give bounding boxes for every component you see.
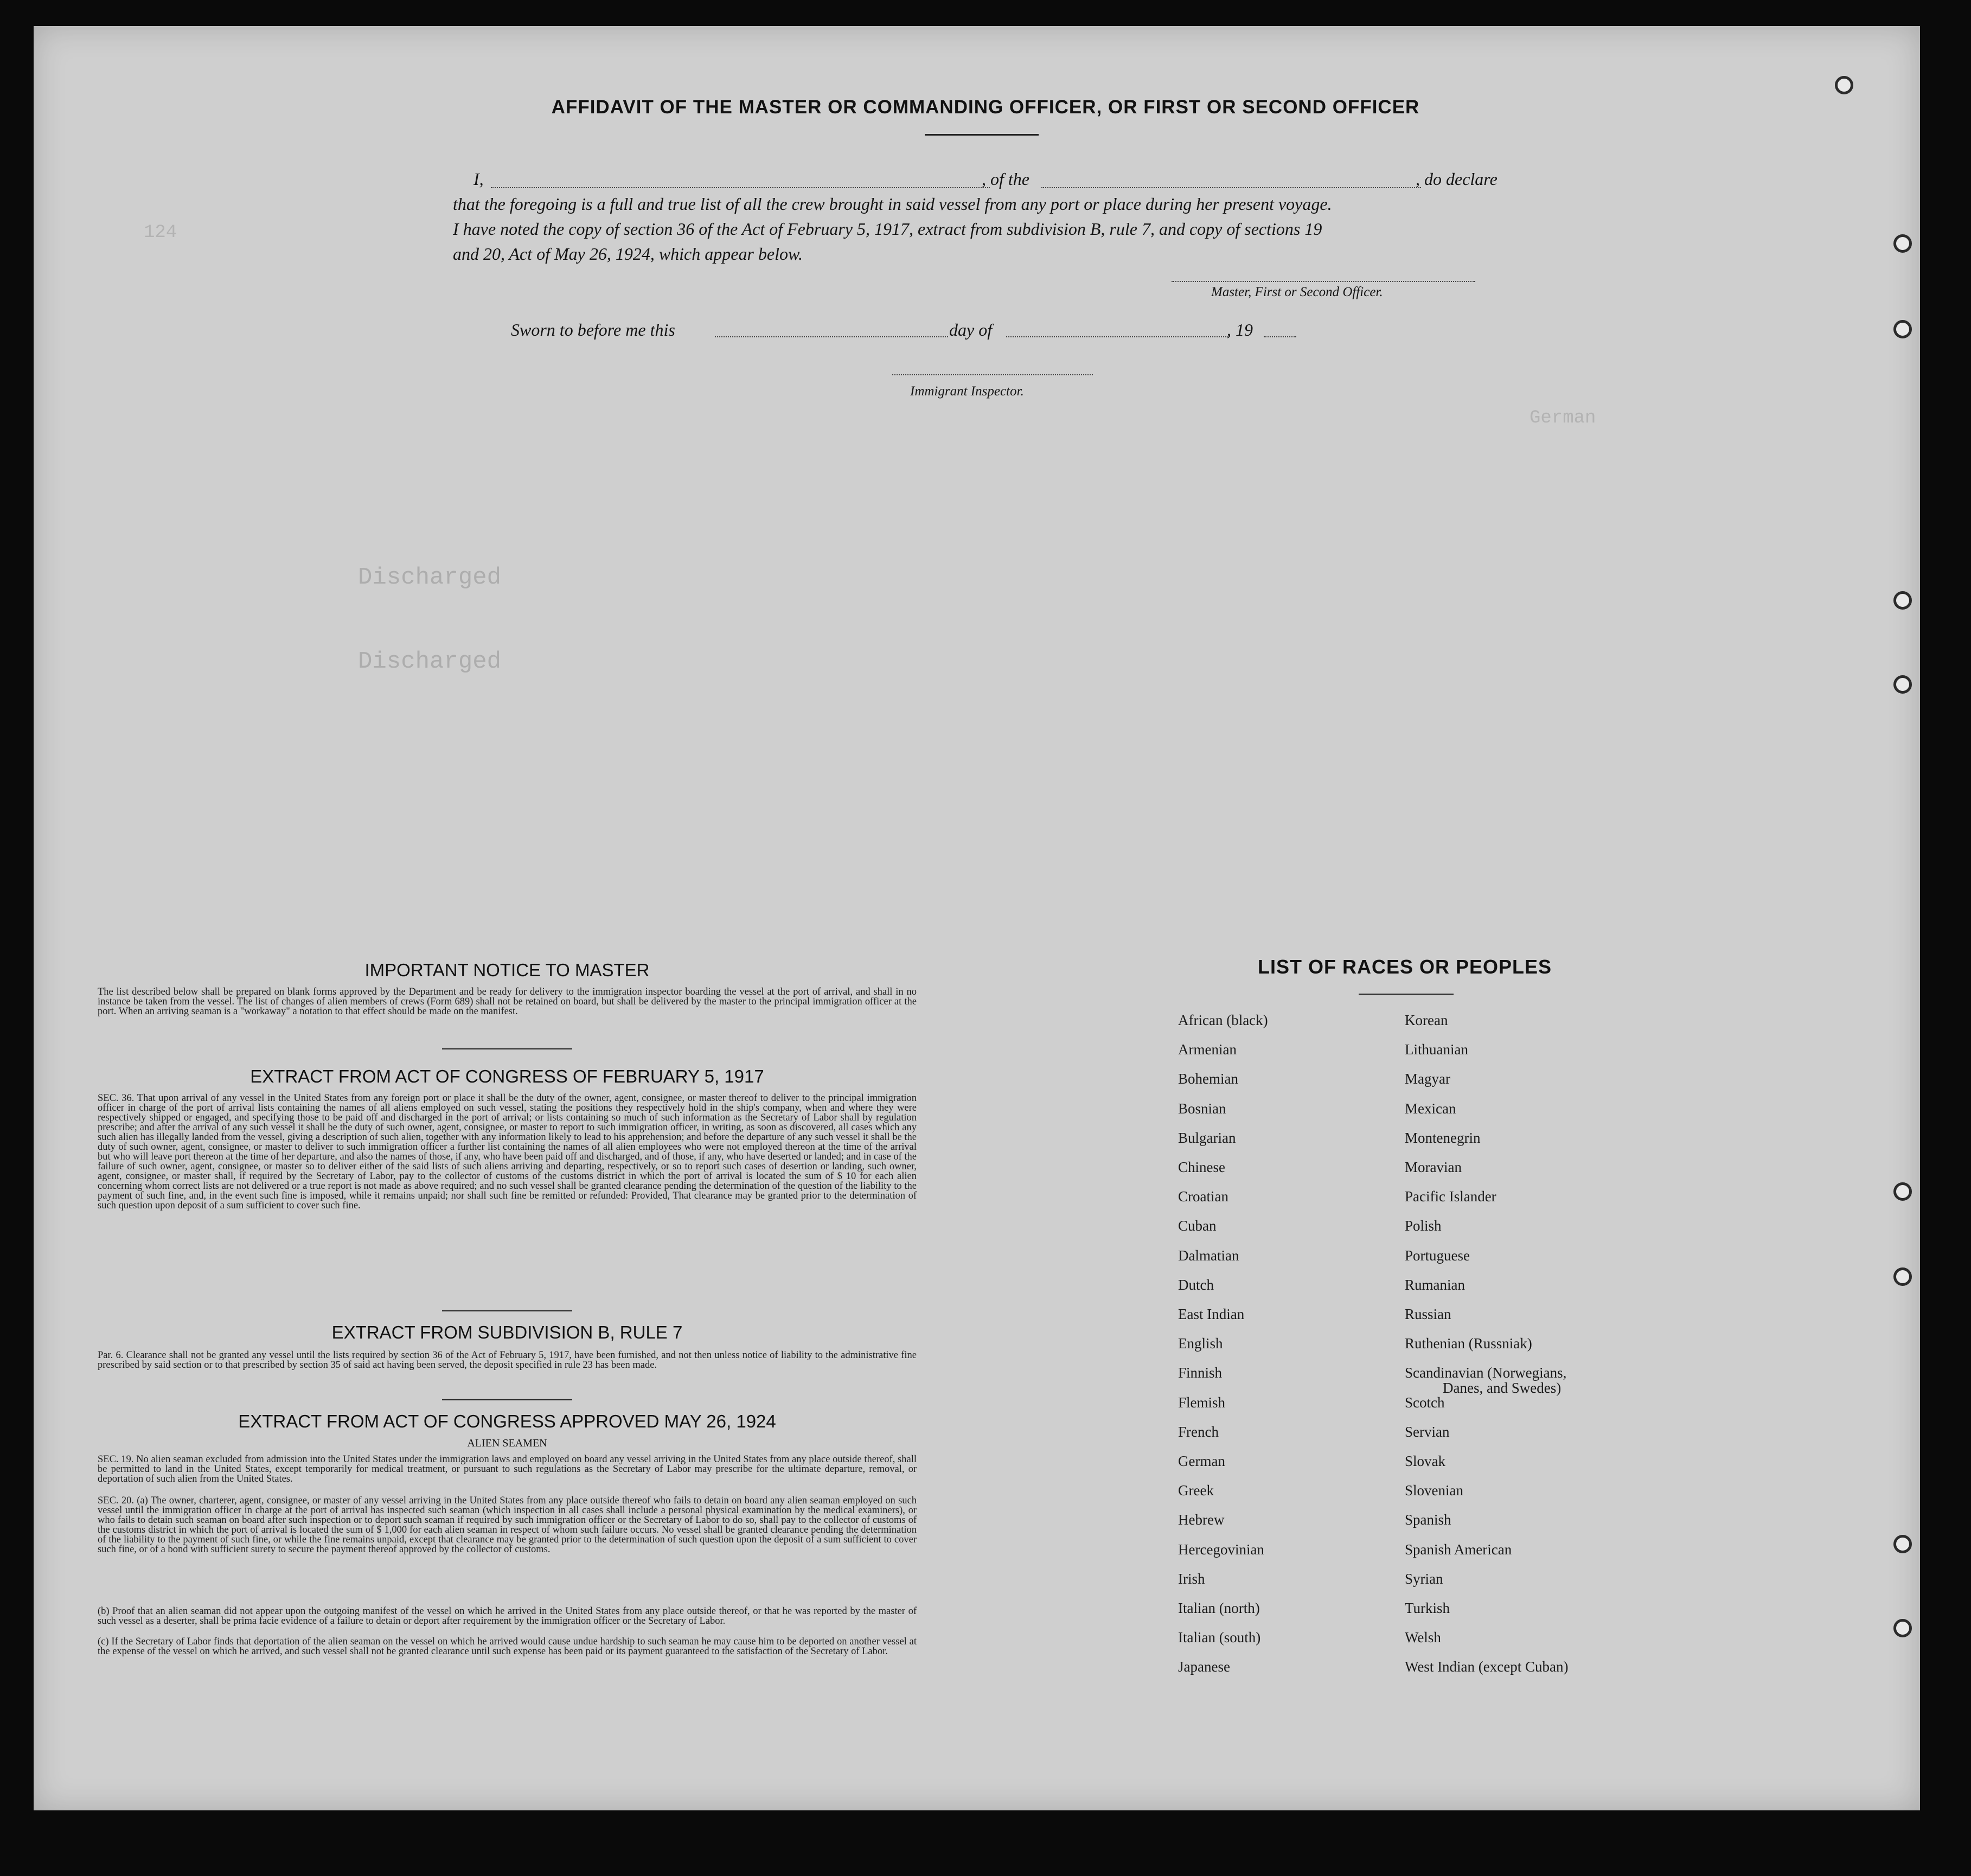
race-item: Magyar: [1405, 1071, 1450, 1087]
race-item: Greek: [1178, 1482, 1214, 1499]
sworn-year-field[interactable]: [1264, 336, 1296, 337]
race-item: Chinese: [1178, 1159, 1225, 1175]
bleed-through-text: German: [1530, 408, 1596, 428]
race-item: Bosnian: [1178, 1100, 1226, 1117]
race-item: Dutch: [1178, 1276, 1214, 1293]
binder-hole: [1893, 591, 1912, 610]
affidavit-of-the-label: , of the: [982, 169, 1029, 189]
race-item: Korean: [1405, 1012, 1448, 1028]
race-item: Irish: [1178, 1570, 1205, 1587]
sworn-month-field[interactable]: [1006, 336, 1228, 337]
race-item: Lithuanian: [1405, 1041, 1468, 1058]
race-item: Welsh: [1405, 1629, 1441, 1646]
act-1924-subtitle: ALIEN SEAMEN: [467, 1437, 547, 1449]
name-field[interactable]: [491, 187, 990, 188]
act-1924-sec20c: (c) If the Secretary of Labor finds that deportation of the alien seaman on the vessel on which he arrived would cause undue hardship to such seaman he may cause him to be deported on another vessel at the expense of the vessel on which he arrived, and such vessel shall not be granted clearance until such expense has been paid or its payment guaranteed to the satisfaction of the Secretary of Labor.: [98, 1636, 917, 1657]
act-1924-title: EXTRACT FROM ACT OF CONGRESS APPROVED MAY 26, 1924: [238, 1411, 776, 1431]
binder-hole: [1893, 1619, 1912, 1637]
race-item: Rumanian: [1405, 1276, 1465, 1293]
act-1924-sec19: SEC. 19. No alien seaman excluded from admission into the United States under the immigration laws and employed on board any vessel arriving in the United States from any place outside thereof, shall be permitted to land in the United States, except temporarily for medical treatment, or pursuant to such regulations as the Secretary of Labor may prescribe for the ultimate departure, removal, or deportation of such alien from the United States.: [98, 1454, 917, 1484]
race-item: Italian (north): [1178, 1600, 1260, 1616]
year-label: , 19: [1227, 320, 1253, 340]
race-item: Finnish: [1178, 1365, 1223, 1381]
sworn-label: Sworn to before me this: [511, 320, 675, 340]
binder-hole: [1835, 76, 1853, 94]
race-item: Moravian: [1405, 1159, 1462, 1175]
binder-hole: [1893, 320, 1912, 338]
notice-text: The list described below shall be prepared on blank forms approved by the Department and be ready for delivery to the immigration inspector boarding the vessel at the port of arrival, and shall in no instance be taken from the vessel. The list of changes of alien members of crews (Form 689) shall not be retained on board, but shall be delivered by the master to the principal immigration officer at the port. When an arriving seaman is a "workaway" a notation to that effect should be made on the manifest.: [98, 987, 917, 1017]
race-item: Japanese: [1178, 1659, 1230, 1675]
master-signature-caption: Master, First or Second Officer.: [1211, 285, 1383, 299]
day-of-label: day of: [949, 320, 993, 340]
act-1924-sec20a: SEC. 20. (a) The owner, charterer, agent, consignee, or master of any vessel arriving in the United States from any place outside thereof who fails to detain on board any alien seaman employed on such vessel until the immigration officer in charge at the port of arrival has inspected such seaman (which inspection in all cases shall include a personal physical examination by the medical examiners), or who fails to detain such seaman on board after such inspection or to deport such seaman if required by such immigration officer or the Secretary of Labor to do so, shall pay to the collector of customs of the customs district in which the port of arrival is located the sum of $ 1,000 for each alien seaman in respect of whom such failure occurs. No vessel shall be granted clearance pending the determination of the liability to the payment of such fine, or while the fine remains unpaid, except that clearance may be granted prior to the determination of such question upon the deposit of a sum sufficient to cover such fine, or of a bond with sufficient surety to secure the payment thereof approved by the collector of customs.: [98, 1495, 917, 1555]
race-item: Turkish: [1405, 1600, 1450, 1616]
race-item: Cuban: [1178, 1218, 1217, 1234]
binder-hole: [1893, 1267, 1912, 1286]
binder-hole: [1893, 1535, 1912, 1553]
race-item: Flemish: [1178, 1394, 1226, 1411]
race-item: Syrian: [1405, 1570, 1443, 1587]
race-item: Mexican: [1405, 1100, 1456, 1117]
races-title-underline: [1359, 994, 1454, 995]
race-item: Bohemian: [1178, 1071, 1238, 1087]
inspector-signature-field[interactable]: [892, 374, 1093, 375]
master-signature-field[interactable]: [1172, 281, 1475, 282]
race-item: East Indian: [1178, 1306, 1245, 1322]
race-item: Scandinavian (Norwegians,: [1405, 1365, 1567, 1381]
binder-hole: [1893, 234, 1912, 253]
affidavit-do-declare-label: , do declare: [1416, 169, 1498, 189]
race-item: Polish: [1405, 1218, 1442, 1234]
race-item: Portuguese: [1405, 1247, 1470, 1264]
race-item: Spanish: [1405, 1512, 1451, 1528]
sworn-day-field[interactable]: [715, 336, 948, 337]
rule7-title: EXTRACT FROM SUBDIVISION B, RULE 7: [331, 1322, 683, 1342]
race-item: French: [1178, 1423, 1219, 1440]
race-item: Bulgarian: [1178, 1129, 1236, 1146]
vessel-field[interactable]: [1041, 187, 1421, 188]
race-item: Scotch: [1405, 1394, 1445, 1411]
notice-title: IMPORTANT NOTICE TO MASTER: [364, 960, 650, 980]
race-item: Dalmatian: [1178, 1247, 1239, 1264]
race-item: Servian: [1405, 1423, 1450, 1440]
race-item: Danes, and Swedes): [1443, 1380, 1562, 1397]
affidavit-line: I have noted the copy of section 36 of the Act of February 5, 1917, extract from subdivision B, rule 7, and copy of sections 19: [453, 219, 1322, 239]
bleed-through-text: Discharged: [358, 648, 502, 675]
section-divider: [442, 1399, 572, 1400]
race-item: Russian: [1405, 1306, 1451, 1322]
rule7-text: Par. 6. Clearance shall not be granted any vessel until the lists required by section 36 of the Act of February 5, 1917, have been furnished, and not then unless notice of liability to the administrative fine prescribed by said section or to that prescribed by section 35 of said act having been served, the deposit specified in rule 23 has been made.: [98, 1350, 917, 1371]
race-item: Montenegrin: [1405, 1129, 1481, 1146]
section-divider: [442, 1310, 572, 1311]
races-title: LIST OF RACES OR PEOPLES: [1257, 956, 1552, 978]
inspector-caption: Immigrant Inspector.: [910, 384, 1024, 399]
affidavit-line: and 20, Act of May 26, 1924, which appear below.: [453, 244, 803, 264]
race-item: Pacific Islander: [1405, 1188, 1496, 1205]
act-1917-title: EXTRACT FROM ACT OF CONGRESS OF FEBRUARY 5, 1917: [250, 1066, 764, 1086]
affidavit-line: that the foregoing is a full and true list of all the crew brought in said vessel from any port or place during her present voyage.: [453, 194, 1332, 214]
act-1924-sec20b: (b) Proof that an alien seaman did not appear upon the outgoing manifest of the vessel on which he arrived in the United States from any place outside thereof, or that he was reported by the master of such vessel as a deserter, shall be prima facie evidence of a failure to detain or deport after requirement by the immigration officer or the Secretary of Labor.: [98, 1606, 917, 1627]
section-divider: [442, 1048, 572, 1049]
bleed-through-text: 124: [144, 222, 177, 243]
race-item: Hercegovinian: [1178, 1541, 1264, 1558]
title-underline: [925, 134, 1039, 136]
act-1917-text: SEC. 36. That upon arrival of any vessel in the United States from any foreign port or place it shall be the duty of the owner, agent, consignee, or master thereof to deliver to the principal immigration officer in charge of the port of arrival lists containing the names of all aliens employed on such vessel, stating the positions they respectively hold in the ship's company, when and where they were respectively shipped or engaged, and specifying those to be paid off and discharged in the port of arrival; or lists containing so much of such information as the Secretary of Labor shall by regulation prescribe; and after the arrival of any such vessel it shall be the duty of such owner, agent, consignee, or master to report to such immigration officer, in writing, as soon as discovered, all cases which any such alien has illegally landed from the vessel, giving a description of such alien, together with any information likely to lead to his apprehension; and before the departure of any such vessel it shall be the duty of such owner, agent, consignee, or master to deliver to such immigration officer a further list containing the names of all alien employees who were not employed thereon at the time of the arrival but who will leave port thereon at the time of her departure, and also the names of those, if any, who have been paid off and discharged, and of those, if any, who have deserted or landed; and in case of the failure of such owner, agent, consignee, or master so to deliver either of the said lists of such aliens arriving and departing, respectively, or so to report such cases of desertion or landing, such owner, agent, consignee, or master shall, if required by the Secretary of Labor, pay to the collector of customs of the customs district in which the port of arrival is located the sum of $ 10 for each alien concerning whom correct lists are not delivered or a true report is not made as above required; and no such vessel shall be granted clearance pending the determination of the question of the liability to the payment of such fine, and, in the event such fine is imposed, while it remains unpaid; nor shall such fine be remitted or refunded: Provided, That clearance may be granted prior to the determination of such question upon deposit of a sum sufficient to cover such fine.: [98, 1093, 917, 1211]
race-item: West Indian (except Cuban): [1405, 1659, 1569, 1675]
binder-hole: [1893, 1182, 1912, 1201]
race-item: Slovenian: [1405, 1482, 1463, 1499]
race-item: African (black): [1178, 1012, 1268, 1028]
race-item: Croatian: [1178, 1188, 1228, 1205]
affidavit-i-label: I,: [473, 169, 484, 189]
race-item: Spanish American: [1405, 1541, 1512, 1558]
race-item: Ruthenian (Russniak): [1405, 1335, 1532, 1352]
race-item: English: [1178, 1335, 1223, 1352]
race-item: Slovak: [1405, 1453, 1446, 1469]
race-item: Italian (south): [1178, 1629, 1261, 1646]
race-item: German: [1178, 1453, 1225, 1469]
affidavit-title: AFFIDAVIT OF THE MASTER OR COMMANDING OFFICER, OR FIRST OR SECOND OFFICER: [551, 97, 1420, 118]
bleed-through-text: Discharged: [358, 564, 502, 591]
binder-hole: [1893, 675, 1912, 694]
race-item: Armenian: [1178, 1041, 1237, 1058]
race-item: Hebrew: [1178, 1512, 1225, 1528]
